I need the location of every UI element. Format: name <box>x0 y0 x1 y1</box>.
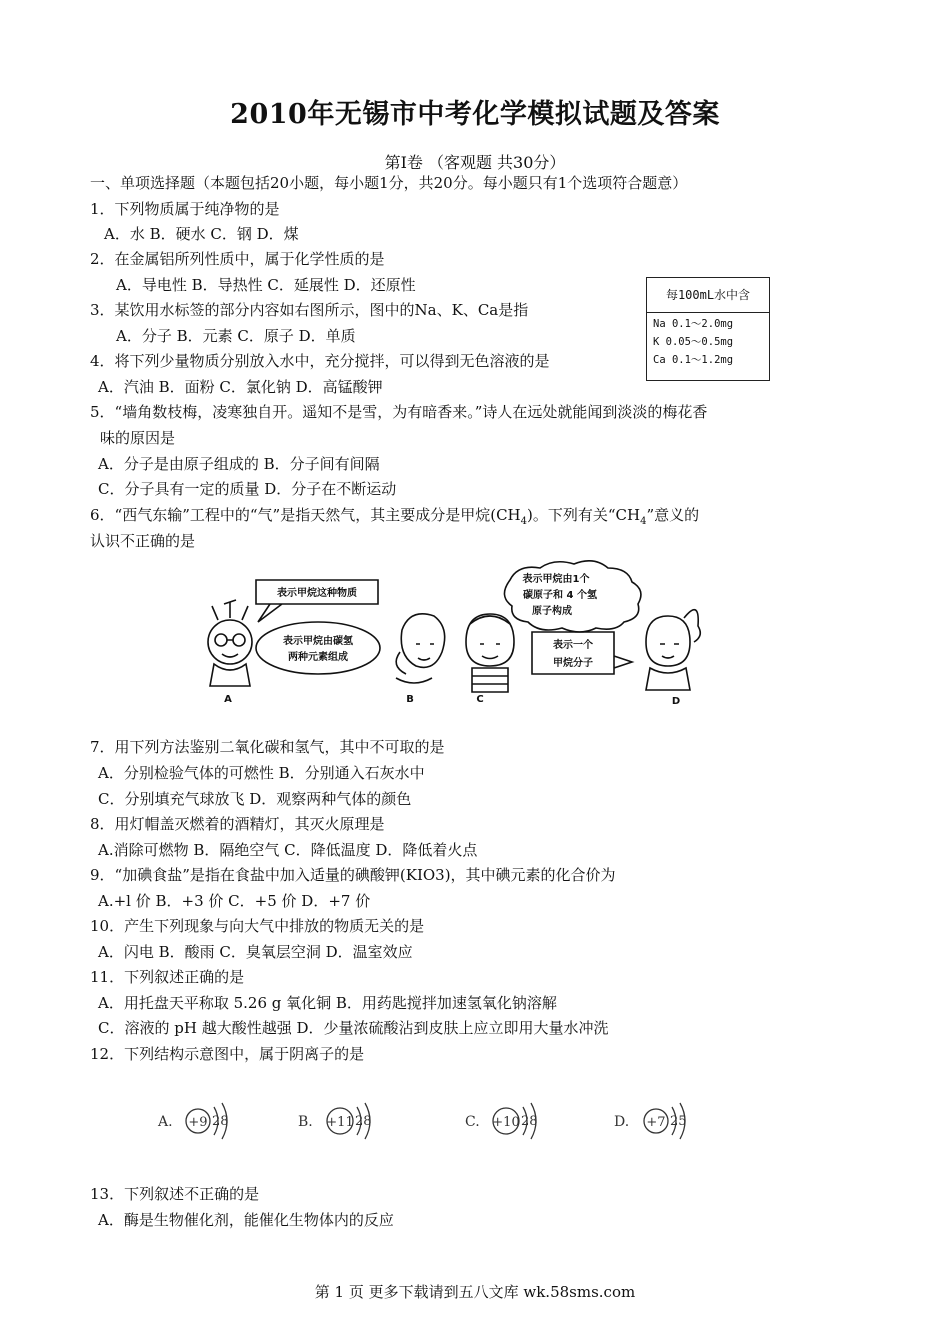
character-c <box>466 614 514 692</box>
bubble-c-text-2: 碳原子和 4 个氢 <box>523 590 597 601</box>
atom-b-letter: B. <box>298 1114 313 1130</box>
bubble-d-text-1: 表示一个 <box>553 640 593 651</box>
cartoon-label-b: B <box>406 694 414 705</box>
q6-stem-part-a: 6．“西气东输”工程中的“气”是指天然气，其主要成分是甲烷(CH <box>90 506 521 524</box>
instructions: 一、单项选择题（本题包括20小题，每小题1分，共20分。每小题只有1个选项符合题意） <box>90 174 688 192</box>
q5-options-cd: C．分子具有一定的质量 D．分子在不断运动 <box>98 480 397 498</box>
q5-stem-line1: 5．“墙角数枝梅，凌寒独自开。遥知不是雪，为有暗香来。”诗人在远处就能闻到淡淡的梅花香 <box>90 403 708 421</box>
speech-bubble-a <box>256 580 378 622</box>
q2-stem: 2．在金属铝所列性质中，属于化学性质的是 <box>90 250 385 268</box>
bubble-a-text: 表示甲烷这种物质 <box>277 588 357 599</box>
character-a <box>208 600 252 686</box>
cartoon-label-c: C <box>476 694 484 705</box>
atom-diagram-b <box>298 1103 372 1139</box>
atom-diagram-d <box>614 1103 687 1139</box>
atom-diagram-c <box>465 1103 538 1139</box>
atom-b-shells: 28 <box>355 1114 372 1129</box>
q4-stem: 4．将下列少量物质分别放入水中，充分搅拌，可以得到无色溶液的是 <box>90 352 550 370</box>
atom-structure-figure <box>150 1090 710 1150</box>
q4-options: A．汽油 B．面粉 C．氯化钠 D．高锰酸钾 <box>98 378 383 396</box>
q13-stem: 13．下列叙述不正确的是 <box>90 1185 260 1203</box>
atom-d-letter: D. <box>614 1114 630 1130</box>
q10-options: A．闪电 B．酸雨 C．臭氧层空洞 D．温室效应 <box>98 943 413 961</box>
atom-diagram-a <box>157 1103 229 1139</box>
q13-option-a: A．酶是生物催化剂，能催化生物体内的反应 <box>98 1211 394 1229</box>
page-title: 2010年无锡市中考化学模拟试题及答案 <box>230 99 720 130</box>
bubble-c-text-3: 原子构成 <box>532 606 572 617</box>
q12-stem: 12．下列结构示意图中，属于阴离子的是 <box>90 1045 365 1063</box>
water-label-row-k: K 0.05～0.5mg <box>653 336 734 348</box>
q3-stem: 3．某饮用水标签的部分内容如右图所示，图中的Na、K、Ca是指 <box>90 301 529 319</box>
water-label-divider <box>647 312 769 313</box>
atom-d-nucleus: +7 <box>646 1115 666 1130</box>
character-b <box>396 614 445 683</box>
bubble-c-text-1: 表示甲烷由1个 <box>522 574 590 585</box>
q1-stem: 1．下列物质属于纯净物的是 <box>90 200 280 218</box>
q11-stem: 11．下列叙述正确的是 <box>90 968 245 986</box>
water-label-title: 每100mL水中含 <box>665 288 751 302</box>
q5-stem-line2: 味的原因是 <box>100 429 176 447</box>
methane-cartoon-figure <box>190 560 750 710</box>
q8-options: A.消除可燃物 B．隔绝空气 C．降低温度 D．降低着火点 <box>98 841 478 859</box>
section-title: 第I卷 （客观题 共30分） <box>384 153 566 172</box>
q6-stem-part-c: ”意义的 <box>646 506 700 524</box>
q7-options-cd: C．分别填充气球放飞 D．观察两种气体的颜色 <box>98 790 412 808</box>
atom-b-nucleus: +11 <box>326 1115 354 1130</box>
q7-stem: 7．用下列方法鉴别二氧化碳和氢气，其中不可取的是 <box>90 738 445 756</box>
q6-subscript-b: 4 <box>640 516 647 527</box>
cartoon-label-d: D <box>671 696 681 707</box>
q11-options-cd: C．溶液的 pH 越大酸性越强 D．少量浓硫酸沾到皮肤上应立即用大量水冲洗 <box>98 1019 609 1037</box>
atom-a-nucleus: +9 <box>188 1115 208 1130</box>
q5-options-ab: A．分子是由原子组成的 B．分子间有间隔 <box>98 455 380 473</box>
q9-stem: 9．“加碘食盐”是指在食盐中加入适量的碘酸钾(KIO3)，其中碘元素的化合价为 <box>90 866 616 884</box>
atom-d-shells: 25 <box>670 1114 687 1129</box>
character-d <box>646 610 700 690</box>
q6-stem-line1 <box>90 505 699 532</box>
q1-options: A．水 B．硬水 C．钢 D．煤 <box>104 225 299 243</box>
water-label-row-na: Na 0.1～2.0mg <box>653 318 734 330</box>
speech-bubble-b <box>256 622 380 674</box>
q8-stem: 8．用灯帽盖灭燃着的酒精灯，其灭火原理是 <box>90 815 385 833</box>
q6-stem-line2: 认识不正确的是 <box>90 532 196 550</box>
bubble-b-text-2: 两种元素组成 <box>288 652 348 663</box>
q10-stem: 10．产生下列现象与向大气中排放的物质无关的是 <box>90 917 425 935</box>
atom-c-nucleus: +10 <box>492 1115 520 1130</box>
water-label-row-ca: Ca 0.1～1.2mg <box>653 354 734 366</box>
q3-options: A．分子 B．元素 C．原子 D．单质 <box>116 327 356 345</box>
q6-subscript-a: 4 <box>520 516 528 527</box>
atom-c-letter: C. <box>465 1114 480 1130</box>
q7-options-ab: A．分别检验气体的可燃性 B．分别通入石灰水中 <box>98 764 425 782</box>
atom-c-shells: 28 <box>521 1114 538 1129</box>
atom-a-shells: 28 <box>212 1114 229 1129</box>
atom-a-letter: A. <box>158 1114 173 1130</box>
cartoon-label-a: A <box>224 694 232 705</box>
q11-options-ab: A．用托盘天平称取 5.26 g 氧化铜 B．用药匙搅拌加速氢氧化钠溶解 <box>98 994 557 1012</box>
q6-stem-part-b: )。下列有关“CH <box>527 506 641 524</box>
water-label-figure <box>646 277 770 381</box>
page-footer: 第 1 页 更多下载请到五八文库 wk.58sms.com <box>314 1283 636 1301</box>
q9-options: A.+l 价 B．+3 价 C．+5 价 D．+7 价 <box>98 892 371 910</box>
bubble-b-text-1: 表示甲烷由碳氢 <box>283 636 353 647</box>
q2-options: A．导电性 B．导热性 C．延展性 D．还原性 <box>116 276 416 294</box>
bubble-d-text-2: 甲烷分子 <box>553 658 593 669</box>
